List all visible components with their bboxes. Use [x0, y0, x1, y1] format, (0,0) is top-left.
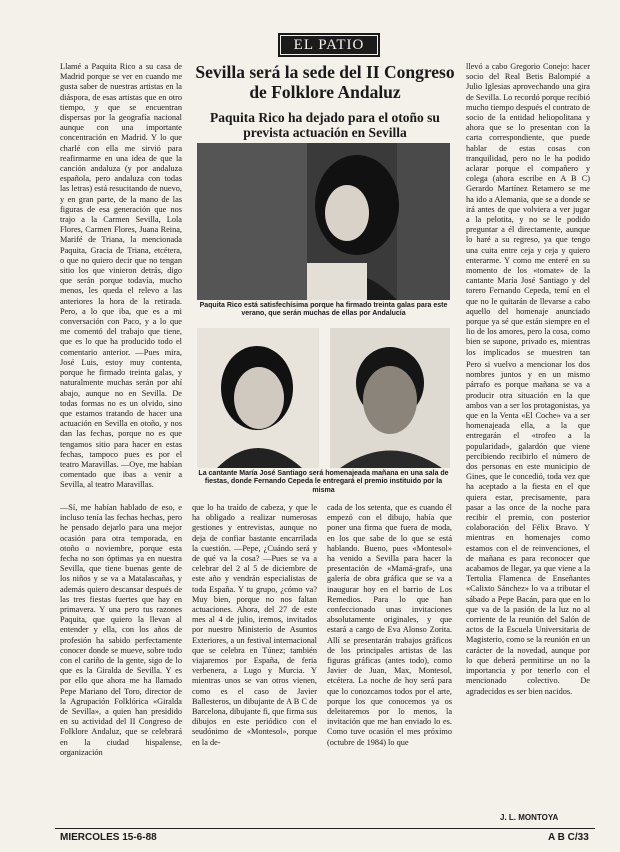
photo-image	[330, 328, 450, 468]
column-text: Pero si vuelvo a mencionar los dos nombres juntos y en un mismo párrafo es porque mañana se va a producir otra situación en la que ambos van a ser los protagonistas, ya que en la Venta «El Coche» va a ser homenajeada ella, a la que entregarán el «trofeo a la popularidad», galardón que viene percibiendo recibirlo el número de dos personas en este municipio de Gines, que le concedió, toda vez que ha aceptado a la fiesta en el que quiera estar, precisamente, para pasar a las once de la noche para recibir el premio, con posterior colaboración del Félix Bravo. Y mientras en homenajes como estamos con el de reinvenciones, el de mañana es para reconocer que acabamos de llegar, ya que viene a la Tertulia Flamenca de Enseñantes «Calixto Sánchez» lo va a tributar el sábado a Pepe Bacán, para que en lo que va de la pasión de la luz no al corriente de la reunión del Salón de actos de la Escuela Universitaria de Magisterio, como se la reunión en un carácter de la novedad, aunque por lo que deberá permitirse un no la importancia y por tenerlo con el mencionado colectivo. De agradecidos es ser bien nacidos.	[466, 360, 590, 696]
headline: Sevilla será la sede del II Congreso de Folklore Andaluz	[195, 62, 455, 102]
article-column-3	[327, 503, 452, 825]
section-header	[278, 33, 380, 57]
photo-image	[197, 328, 319, 468]
column-text: cada de los setenta, que es cuando él empezó con el dibujo, había que poner una firma que fuera de moda, en los que sabe de lo que se está hablando. Bueno, pues «Montesol» ha venido a Sevilla para hacer la presentación de «Mamá-graf», una galería de obra gráfica que se va a inaugurar hoy en el barrio de Los Remedios. Para lo que han confeccionado unas invitaciones absolutamente originales, y que estará a cargo de Eva Alonso Zorita. Allí se presentarán trabajos gráficos de los principales artistas de las figuras gráficas (antes todo), como Javier de Juan, Max, Montesol, etcétera. La noche de hoy será para que lo conozcamos todos por el arte, porque los que conocemos ya os deleitaremos por lo menos, la invitación que me han enviado lo es. Como tuve ocasión el mes próximo (octubre de 1984) lo que	[327, 503, 452, 747]
article-column-4	[466, 62, 590, 357]
article-column-4-continued	[466, 360, 590, 710]
column-text: que lo ha traído de cabeza, y que le ha obligado a realizar numerosas gestiones y entrevistas, aunque no deja de confiar bastante encarrilada la cuestión. —Pepe, ¿Cuándo será y de qué va la cosa? —Pues se va a celebrar del 2 al 5 de diciembre de este año y vendrán especialistas de toda España. Y tu grupo, ¿cómo va? Muy bien, porque no nos faltan actuaciones. Ahora, del 27 de este mes al 4 de julio, iremos, invitados por nuestro Ministerio de Asuntos Exteriores, a un festival internacional que se celebra en Túnez; también viajaremos por España, de feria verbenera, a Lugo y Murcia. Y mientras unos se van otros vienen, como es el caso de Javier Ballesteros, un dibujante de A B C de Barcelona, dibujante fi, que firma sus dibujos en este periódico con el seudónimo de «Montesol», porque en la de-	[192, 503, 317, 747]
photo-caption-2: La cantante María José Santiago será homenajeada mañana en una sala de fiestas, donde Fernando Cepeda le entregará el premio instituido por la misma	[198, 470, 449, 494]
article-column-1-continued	[60, 503, 182, 825]
footer-date: MIERCOLES 15-6-88	[60, 832, 157, 843]
section-title: EL PATIO	[293, 36, 365, 53]
author-signature: J. L. MONTOYA	[500, 813, 559, 822]
maria-jose-santiago-photo	[197, 328, 319, 468]
column-text: —Sí, me habían hablado de eso, e incluso tenía las fechas hechas, pero he pensado dejarlo para una mejor ocasión para otra temporada, en otoño o noviembre, porque esta fecha no son óptimas ya en nuestra Sevilla, que tiene buenas gente de los niños y se va a Matalascañas, y además quiero descansar después de las tres fiestas fuertes que hay en primavera. Y una pero tus razones Paquita, que quiero la llevan al entender y ella, con los años de profesión ha sabido perfectamente conocer donde se mueve, sobre todo con el cariño de la gente, sigo de lo que es la Giralda de Sevilla. Y es por ello que ahora me ha llamado Pepe Mariano del Toro, director de la Agrupación Folklórica «Giralda de Sevilla», a quien han presidido en su actividad del II Congreso de Folklore Andaluz, que se celebrará en la ciudad hispalense, organización	[60, 503, 182, 757]
photo-image	[197, 143, 450, 300]
column-text: Llamé a Paquita Rico a su casa de Madrid porque se ver en cuando me gusta saber de nuestras artistas en la diáspora, de esas artistas que en otro tiempo, y que se encuentran dispersas por la geografía nacional aunque con una importante concentración en Madrid. Y lo que charlé con ella me sirvió para reafirmarme en una idea de que la canción andaluza (y por andaluza española, pero andaluza con todas las letras) está resucitando de nuevo, y en gran parte, de la mano de las figuras de esa generación que nos trajo a la Carmen Sevilla, Lola Flores, Carmen Flores, Juana Reina, Marifé de Triana, la mencionada Paquita, Gracia de Triana, etcétera, o que no quiero decir que no tengan sitio los que vinieron detrás, digo que serán porque todavía, mucho menos, les queda el relevo a las anteriores la hora de la retirada. Pero, a lo que iba, que es a mi conversación con Paco, y a lo que me comentó del trabajo que tiene, que es lo que ha producido todo el comentario anterior. —Pues mira, José Luis, estoy muy contenta, porque he firmado treinta galas, y naturalmente muchas serán por ahí abajo, aunque no en Sevilla. De todas formas no es un olvido, sino que estamos tratando de hacer una actuación en Sevilla en otoño, y nos dan las fechas, porque no es que tengamos sitio para hacer en estas fechas, tampoco pues es por el teatro Maravillas. —Oye, me habían comentado que ibas a venir a Sevilla, al teatro Maravillas.	[60, 62, 182, 490]
article-column-2	[192, 503, 317, 825]
footer-page-number: A B C/33	[548, 832, 589, 843]
footer-rule	[55, 828, 595, 829]
subheadline: Paquita Rico ha dejado para el otoño su prevista actuación en Sevilla	[210, 110, 440, 140]
paquita-rico-photo	[197, 143, 450, 300]
article-column-1	[60, 62, 182, 502]
fernando-cepeda-photo	[330, 328, 450, 468]
column-text: llevó a cabo Gregorio Conejo: hacer socio del Real Betis Balompié a Julio Iglesias aprovechando una gira de Sevilla. Lo recordó porque recibió mucho tiempo después el contrato de socio de la entidad heliopolitana y ahora que se lo presentan con la carta correspondiente, que puede hablar de estas cosas con tranquilidad, pero no le ha podido aclarar porque el compañero y colega (ahora escribe en A B C) Gerardo Martínez Retamero se me ha ido a Alemania, que se a donde se irá antes de que volviera a ver jugar a la pelotita, y no se le podido preguntar a él directamente, aunque lo haré a su regreso, ya que tengo una cuita entre ceja y ceja y quiero enterarme. Y como me enteré en su momento de los «tomate» de la cantante María José Santiago y del torero Fernando Cepeda, temí en el que no le quitarán de llevarse a cabo aquello del homenaje anunciado porque ya sé que están siempre en el lio de los amores, pero la cosa, como bien se supone, privado es, mientras los implicados se muestren tan	[466, 62, 590, 357]
photo-caption-1: Paquita Rico está satisfechísima porque ha firmado treinta galas para este verano, que serán muchas de ellas por Andalucía	[199, 302, 448, 318]
